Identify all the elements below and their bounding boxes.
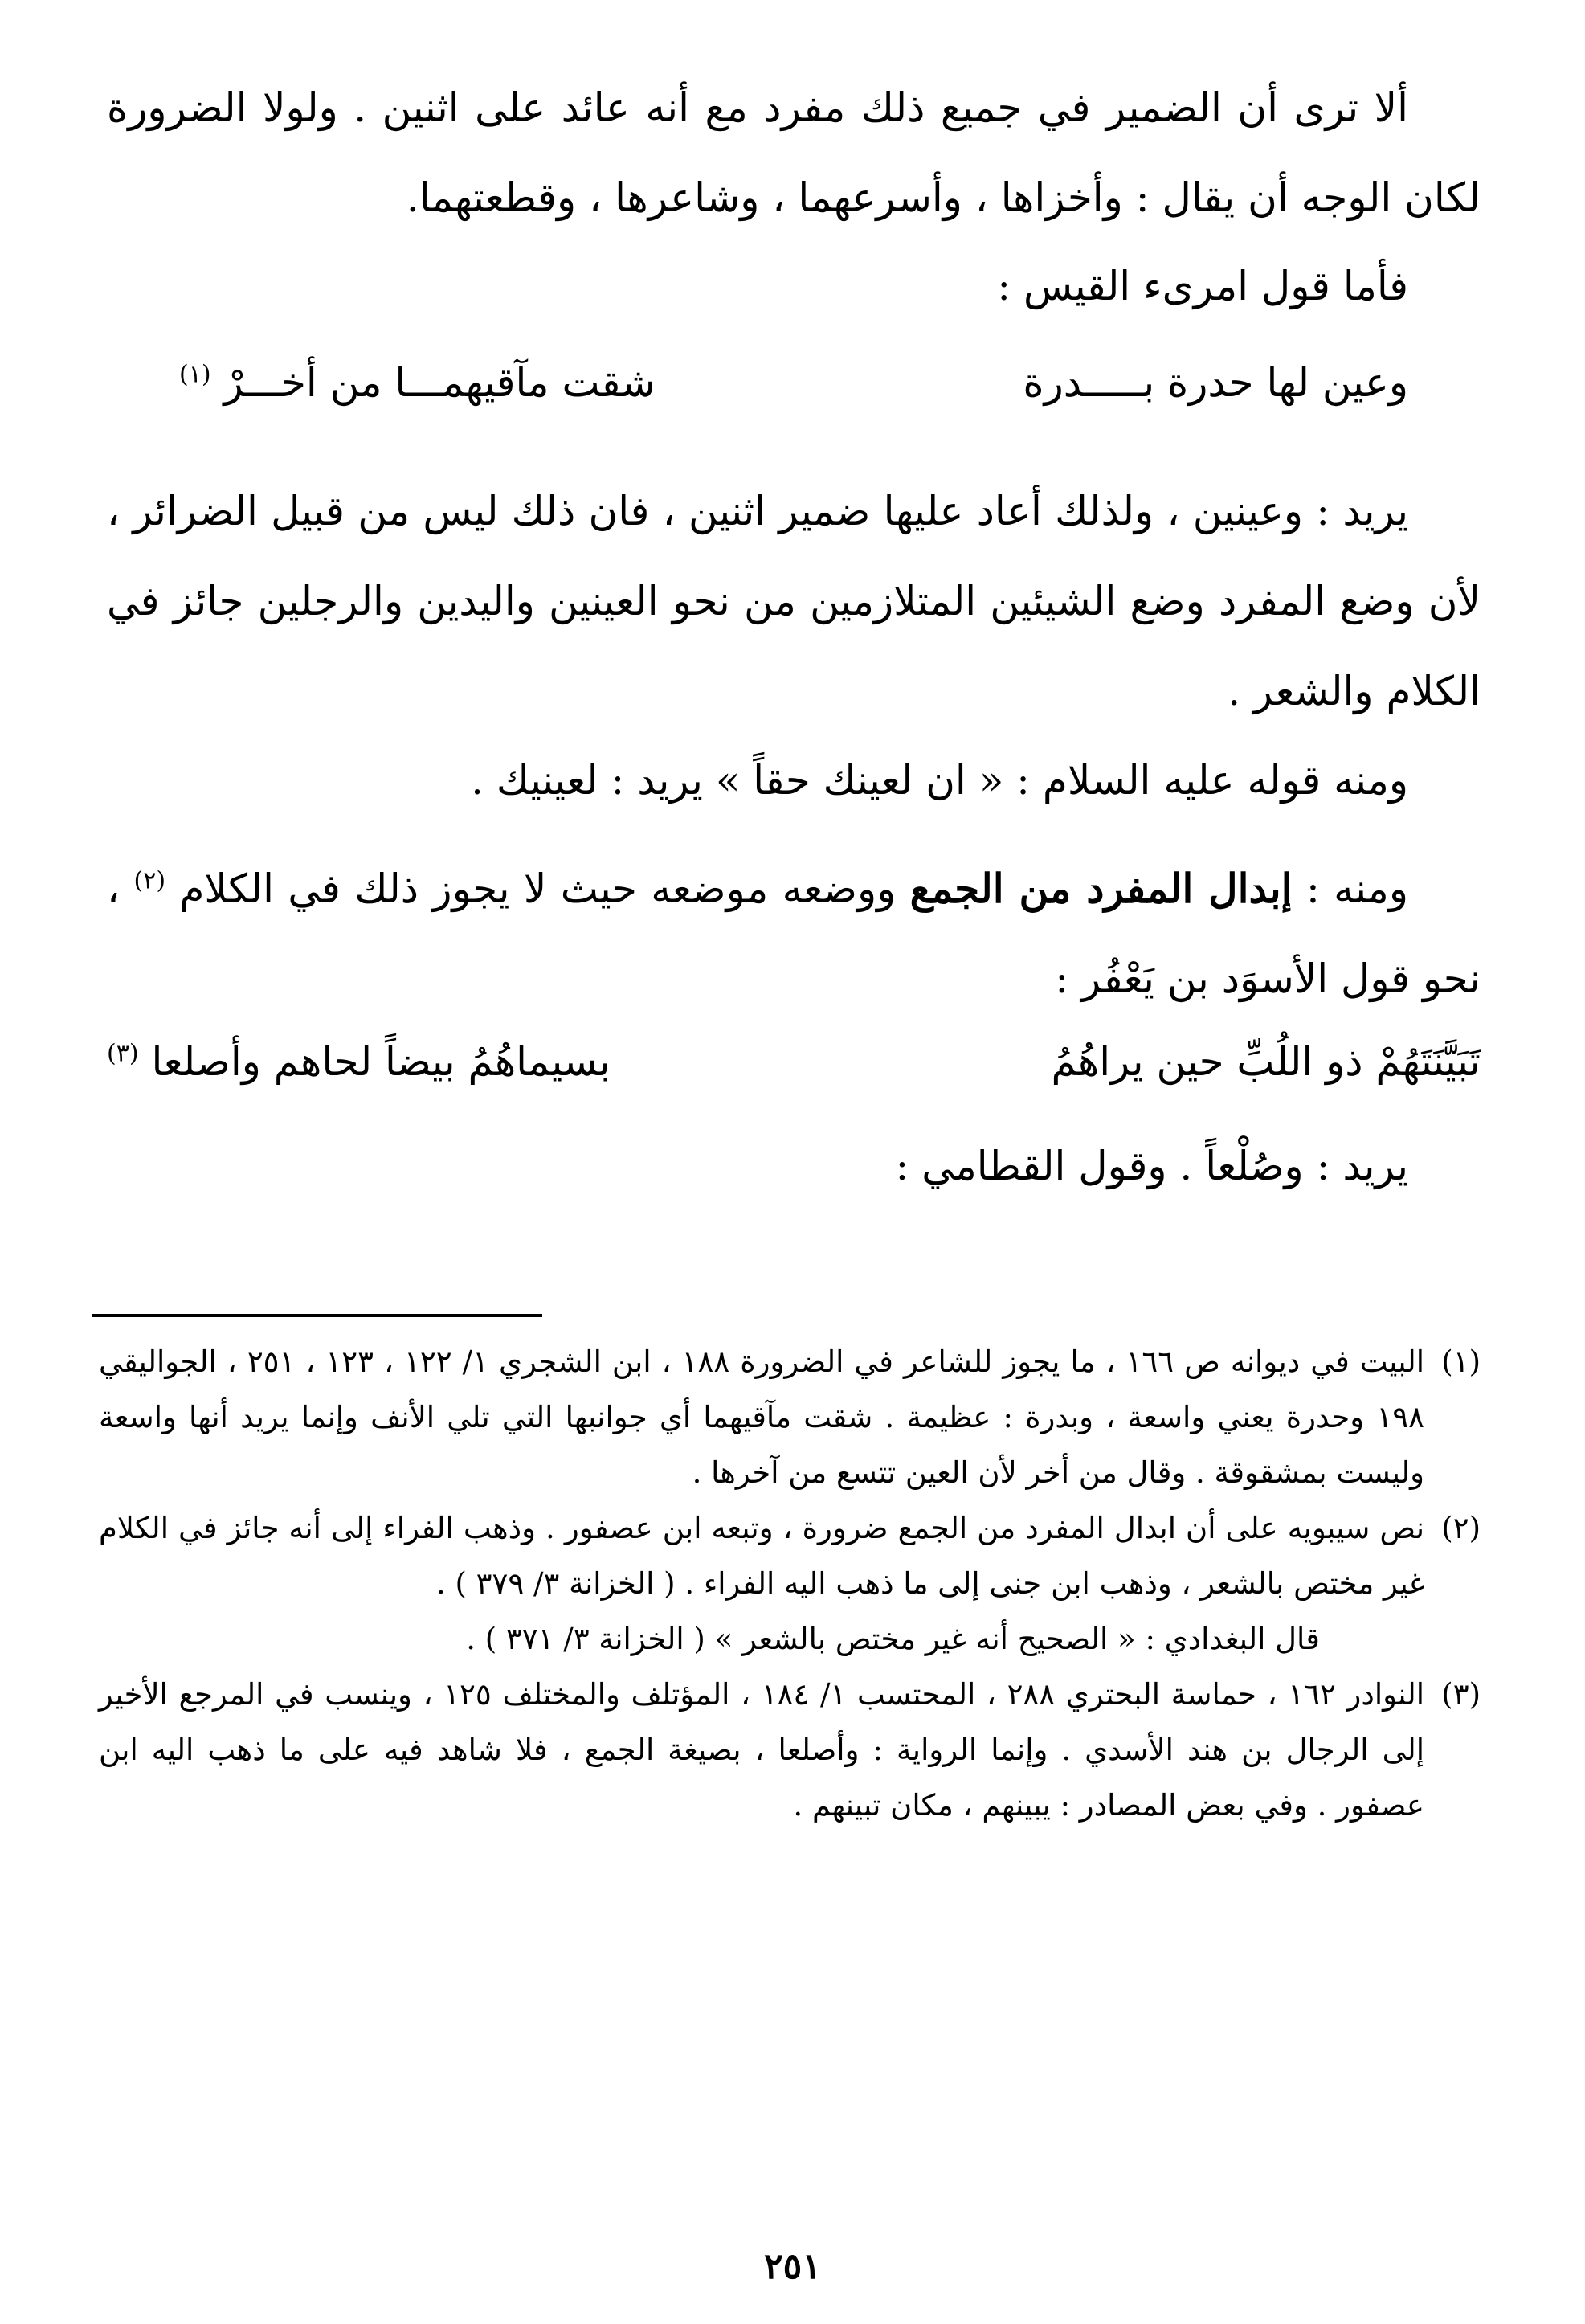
footnote-divider [92,1314,542,1317]
para-4-suffix: ، نحو قول الأسوَد بن يَعْفُر : [107,865,1481,1002]
footnote-3 [99,1667,1481,1833]
verse-3-hemistich-second [107,1017,611,1107]
page-number: ٢٥١ [764,2246,821,2287]
footnote-2-number: (٢) [1441,1511,1481,1545]
verse-hemistich-first: وعين لها حدرة بـــــدرة [1023,359,1408,406]
footnote-ref-1: (١) [179,360,211,389]
footnote-ref-2: (٢) [133,866,166,895]
footnote-2 [99,1500,1481,1611]
verse-imru-al-qays [179,338,1408,428]
footnote-2-baghdadi-quote: قال البغدادي : « الصحيح أنه غير مختص بالشعر » ( الخزانة ٣/ ٣٧١ ) . [466,1622,1320,1656]
verse-aswad [107,1017,1481,1107]
paragraph-imru-intro: فأما قول امرىء القيس : [997,263,1408,309]
paragraph-singular-for-plural [107,844,1481,1024]
footnote-3-number: (٣) [1441,1677,1481,1712]
verse-hemistich-second-text: شقت مآقيهمـــا من أخـــرْ [223,359,656,406]
verse-3-hemistich-first: تَبَيَّنَتَهُمْ ذو اللُبِّ حين يراهُمُ [1051,1038,1481,1085]
paragraph-qutami: يريد : وصُلْعاً . وقول القطامي : [895,1143,1408,1189]
paragraph-dual-pronoun: ألا ترى أن الضمير في جميع ذلك مفرد مع أنه عائد على اثنين . ولولا الضرورة لكان الوجه أن يقال : وأخزاها ، وأسرعهما ، وشاعرها ، وقطعتهما. [107,84,1481,221]
footnote-1-text: البيت في ديوانه ص ١٦٦ ، ما يجوز للشاعر في الضرورة ١٨٨ ، ابن الشجري ١/ ١٢٢ ، ١٢٣ ، ٢٥١ ، الجواليقي ١٩٨ وحدرة يعني واسعة ، وبدرة : عظيمة . شقت مآقيهما أي جوانبها التي تلي الأنف وإنما يريد أنها واسعة وليست بمشقوقة . وقال من أخر لأن العين تتسع من آخرها . [99,1344,1424,1490]
footnote-1-number: (١) [1441,1344,1481,1379]
paragraph-two-eyes: يريد : وعينين ، ولذلك أعاد عليها ضمير اثنين ، فان ذلك ليس من قبيل الضرائر ، لأن وضع المفرد وضع الشيئين المتلازمين من نحو العينين واليدين والرجلين جائز في الكلام والشعر . [107,488,1481,714]
footnote-1 [99,1334,1481,1500]
footnotes-section [99,1334,1481,1833]
verse-3-hemistich-second-text: بسيماهُمُ بيضاً لحاهم وأصلعا [151,1038,611,1085]
verse-hemistich-second [179,338,656,428]
footnote-ref-3: (٣) [107,1039,139,1068]
footnote-3-text: النوادر ١٦٢ ، حماسة البحتري ٢٨٨ ، المحتسب ١/ ١٨٤ ، المؤتلف والمختلف ١٢٥ ، وينسب في المرجع الأخير إلى الرجال بن هند الأسدي . وإنما الرواية : وأصلعا ، بصيغة الجمع ، فلا شاهد فيه على ما ذهب اليه ابن عصفور . وفي بعض المصادر : يبينهم ، مكان تبينهم . [99,1677,1425,1823]
para-4-prefix: ومنه : [1292,865,1408,912]
para-4-bold-term: إبدال المفرد من الجمع [909,865,1293,912]
para-4-text: ووضعه موضعه حيث لا يجوز ذلك في الكلام [165,865,910,912]
footnote-2-text: نص سيبويه على أن ابدال المفرد من الجمع ضرورة ، وتبعه ابن عصفور . وذهب الفراء إلى أنه جائز في الكلام غير مختص بالشعر ، وذهب ابن جنى إلى ما ذهب اليه الفراء . ( الخزانة ٣/ ٣٧٩ ) . [99,1511,1424,1601]
paragraph-hadith: ومنه قوله عليه السلام : « ان لعينك حقاً » يريد : لعينيك . [471,757,1408,804]
